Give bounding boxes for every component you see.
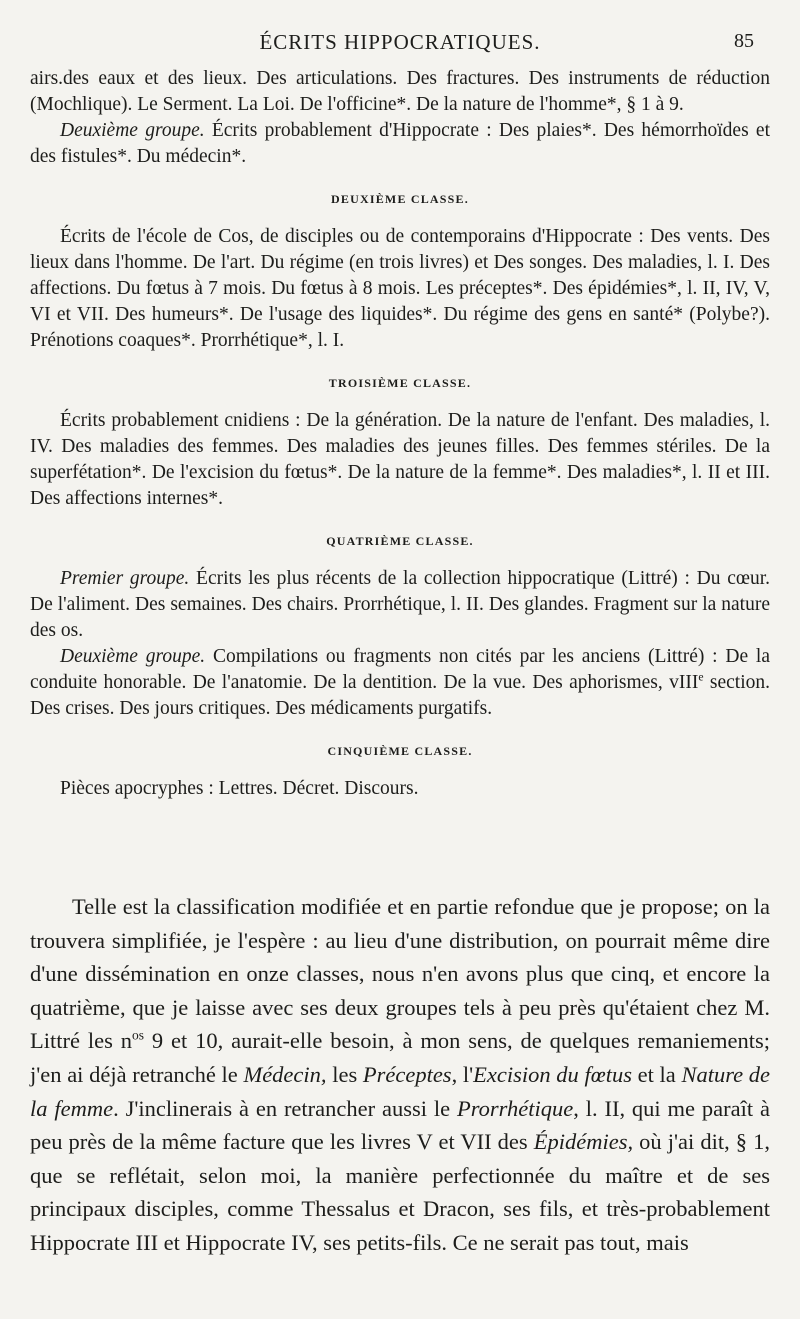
group-label: Deuxième groupe. xyxy=(60,120,205,141)
class-heading-3: TROISIÈME CLASSE. xyxy=(328,376,472,390)
text-run: les xyxy=(326,1061,363,1087)
text-run: où j'ai dit, § 1, que se reflétait, selon moi, la manière perfectionnée du maître et de ses principaux disciples, comme Thessalus et Dracon, ses fils, et très-probablement Hippocrate III et Hippocrate IV, ses petits-fils. Ce ne serait pas tout, mais xyxy=(30,1129,770,1255)
title-epidemies: Épidémies, xyxy=(533,1129,634,1155)
class-4-group1 xyxy=(30,566,770,644)
group-text: Écrits probablement d'Hippocrate : Des plaies*. Des hémorrhoïdes et des fistules*. Du médecin*. xyxy=(30,120,770,167)
group-text: Écrits les plus récents de la collection hippocratique (Littré) : Du cœur. De l'aliment. Des semaines. Des chairs. Prorrhétique, l. II. Des glandes. Fragment sur la nature des os. xyxy=(30,568,770,641)
text-run: , l' xyxy=(451,1061,474,1087)
class-heading-4: QUATRIÈME CLASSE. xyxy=(326,534,474,548)
text-run: Telle est la classification modifiée et en partie refondue que je propose; on la trouvera simplifiée, je l'espère : au lieu d'une distribution, on pourrait même dire d'une dissémination en onze classes, nous n'en avons plus que cinq, et encore la quatrième, que je laisse avec ses deux groupes tels à peu près qu'étaient chez M. Littré les n xyxy=(30,894,770,1054)
title-preceptes: Préceptes xyxy=(362,1061,452,1087)
class-heading-2: DEUXIÈME CLASSE. xyxy=(331,192,469,206)
main-text xyxy=(30,890,770,1260)
title-medecin: Médecin, xyxy=(243,1061,327,1087)
text-run: et la xyxy=(631,1061,682,1087)
group-text: Compilations ou fragments non cités par les anciens (Littré) : De la conduite honorable. De l'anatomie. De la dentition. De la vue. Des aphorismes, xyxy=(30,646,770,693)
main-paragraph xyxy=(30,890,770,1260)
text-run: . J'inclinerais à en retrancher aussi le xyxy=(113,1095,457,1121)
title-excision: Excision du fœtus xyxy=(473,1061,632,1087)
numero-suffix: os xyxy=(132,1027,145,1043)
running-head xyxy=(30,30,770,60)
text-run: , l. II, qui me paraît à peu près de la même facture que les livres V et VII des xyxy=(30,1095,770,1155)
roman-numeral: vIII xyxy=(669,672,699,693)
group-label: Deuxième groupe. xyxy=(60,646,206,667)
classification-list xyxy=(30,66,770,802)
title-prorrhetique: Prorrhétique xyxy=(456,1095,574,1121)
class-4-group2 xyxy=(30,644,770,722)
text-run: 9 et 10, aurait-elle besoin, à mon sens, de quelques remaniements; j'en ai déjà retranché le xyxy=(30,1028,770,1087)
page-number: 85 xyxy=(734,30,754,52)
continuation-paragraph: airs.des eaux et des lieux. Des articulations. Des fractures. Des instruments de réduction (Mochlique). Le Serment. La Loi. De l'officine*. De la nature de l'homme*, § 1 à 9. xyxy=(30,68,770,115)
class-5-text: Pièces apocryphes : Lettres. Décret. Discours. xyxy=(60,778,419,799)
title-nature-femme: Nature de la femme xyxy=(30,1061,770,1121)
class-3-text: Écrits probablement cnidiens : De la génération. De la nature de l'enfant. Des maladies, l. IV. Des maladies des femmes. Des maladies des jeunes filles. Des femmes stériles. De la superfétation*. De l'excision du fœtus*. De la nature de la femme*. Des maladies*, l. II et III. Des affections internes*. xyxy=(30,410,770,509)
ordinal-suffix: e xyxy=(698,670,704,684)
running-title: ÉCRITS HIPPOCRATIQUES. xyxy=(259,30,541,54)
class-2-text: Écrits de l'école de Cos, de disciples ou de contemporains d'Hippocrate : Des vents. Des lieux dans l'homme. De l'art. Du régime (en trois livres) et Des songes. Des maladies, l. I. Des affections. Du fœtus à 7 mois. Du fœtus à 8 mois. Les préceptes*. Des épidémies*, l. II, IV, V, VI et VII. Des humeurs*. De l'usage des liquides*. Du régime des gens en santé* (Polybe?). Prénotions coaques*. Prorrhétique*, l. I. xyxy=(30,226,770,351)
first-class-group2 xyxy=(30,118,770,170)
group-label: Premier groupe. xyxy=(60,568,190,589)
class-heading-5: CINQUIÈME CLASSE. xyxy=(327,744,473,758)
group-text-end: section. Des crises. Des jours critiques. Des médicaments purgatifs. xyxy=(30,672,771,719)
